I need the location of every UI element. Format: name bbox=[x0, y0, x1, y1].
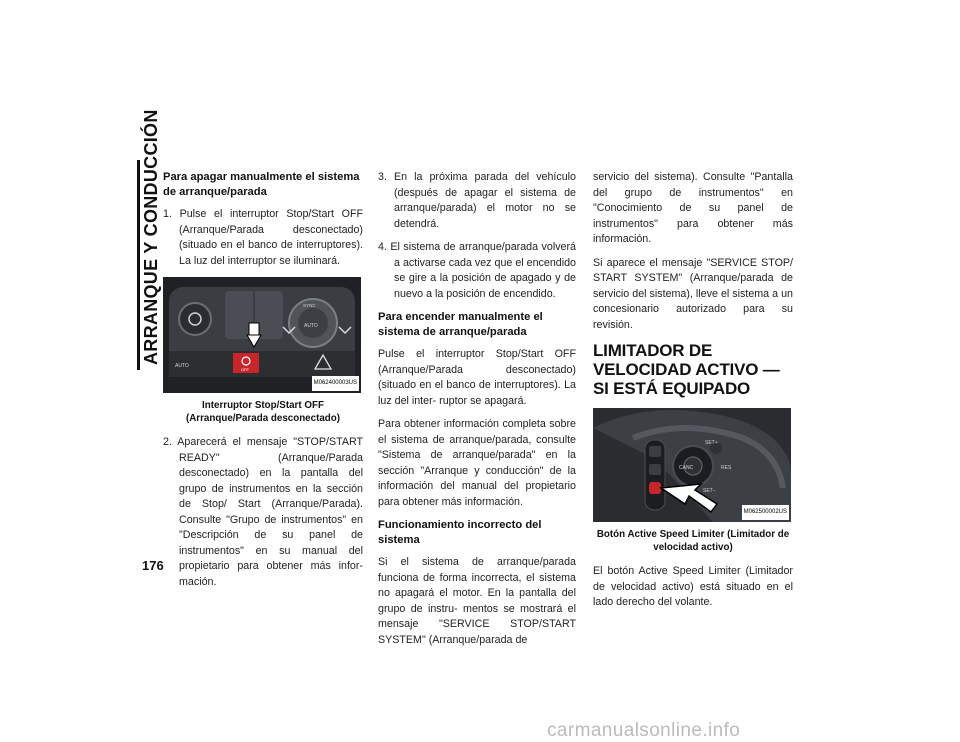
page-number: 176 bbox=[142, 558, 164, 573]
paragraph-continued: servicio del sistema). Consulte "Pantalla del grupo de instrumentos" en "Conocimiento de su panel de instrumentos" para obtener más información. bbox=[593, 171, 793, 245]
canc-label: CANC bbox=[679, 465, 694, 471]
set-plus-label: SET+ bbox=[705, 440, 718, 446]
off-label: OFF bbox=[241, 367, 249, 372]
footer-watermark: carmanualsonline.info bbox=[547, 720, 741, 741]
column-1 bbox=[163, 170, 363, 598]
paragraph-info: Para obtener información completa sobre el sistema de arranque/parada, consulte "Sistema de arranque/parada" en la sección "Arranque y conducción" de la información del manual del propietario para obtener más información. bbox=[378, 418, 576, 508]
step-4: 4. El sistema de arranque/parada volverá a activarse cada vez que el encendido se gire a la posición de apagado y de nuevo a la posición de encendido. bbox=[378, 241, 576, 300]
heading-turn-off: Para apagar manualmente el sistema de arranque/parada bbox=[163, 171, 360, 198]
figure-caption: Interruptor Stop/Start OFF (Arranque/Parada desconectado) bbox=[185, 400, 341, 424]
column-3 bbox=[593, 170, 793, 619]
sync-label: SYNC bbox=[303, 303, 316, 308]
paragraph-malfunction: Si el sistema de arranque/parada funciona de forma incorrecta, el sistema no apagará el motor. En la pantalla del grupo de instru- mentos se mostrará el mensaje "SERVICE STOP/START SYSTEM" (Arranque/parada de bbox=[378, 556, 576, 646]
step-3: 3. En la próxima parada del vehículo (después de apagar el sistema de arranque/parada) el motor no se detendrá. bbox=[378, 171, 576, 230]
step-1: 1. Pulse el interruptor Stop/Start OFF (Arranque/Parada desconectado) (situado en el banco de interruptores). La luz del interruptor se iluminará. bbox=[163, 208, 363, 267]
paragraph-turn-on: Pulse el interruptor Stop/Start OFF (Arranque/Parada desconectado) (situado en el banco de interruptores). La luz del inter- ruptor se apagará. bbox=[378, 348, 576, 407]
heading-malfunction: Funcionamiento incorrecto del sistema bbox=[378, 519, 542, 546]
set-minus-label: SET− bbox=[703, 488, 716, 494]
chapter-side-tab bbox=[137, 109, 161, 370]
column-2 bbox=[378, 170, 576, 656]
heading-turn-on: Para encender manualmente el sistema de arranque/parada bbox=[378, 311, 543, 338]
figure-stopstart-switch bbox=[163, 277, 361, 393]
auto-knob-label: AUTO bbox=[304, 323, 318, 329]
figure-speed-limiter-button bbox=[593, 408, 791, 522]
auto-label: AUTO bbox=[175, 363, 189, 369]
section-heading-speed-limiter: LIMITADOR DE VELOCIDAD ACTIVO — SI ESTÁ EQUIPADO bbox=[593, 341, 780, 398]
figure-code: M062500002US bbox=[742, 505, 789, 521]
chapter-title: ARRANQUE Y CONDUCCIÓN bbox=[141, 109, 161, 365]
side-tab-bar bbox=[137, 160, 140, 370]
paragraph-service: Si aparece el mensaje "SERVICE STOP/ START SYSTEM" (Arranque/parada de servicio del sistema), lleve el sistema a un concesionario autorizado para su revisión. bbox=[593, 256, 793, 331]
step-2: 2. Aparecerá el mensaje "STOP/START READY" (Arranque/Parada desconectado) en la pantalla del grupo de instrumentos en la sección de Stop/ Start (Arranque/Parada). Consulte "Grupo de instrumentos" en "Descripción de su panel de instrumentos" en su manual del propietario para obtener más infor- mación. bbox=[163, 436, 363, 588]
figure-caption: Botón Active Speed Limiter (Limitador de velocidad activo) bbox=[596, 529, 790, 553]
res-label: RES bbox=[721, 465, 732, 471]
paragraph-button-location: El botón Active Speed Limiter (Limitador de velocidad activo) está situado en el lado derecho del volante. bbox=[593, 565, 793, 608]
figure-code: M062400003US bbox=[312, 376, 359, 392]
